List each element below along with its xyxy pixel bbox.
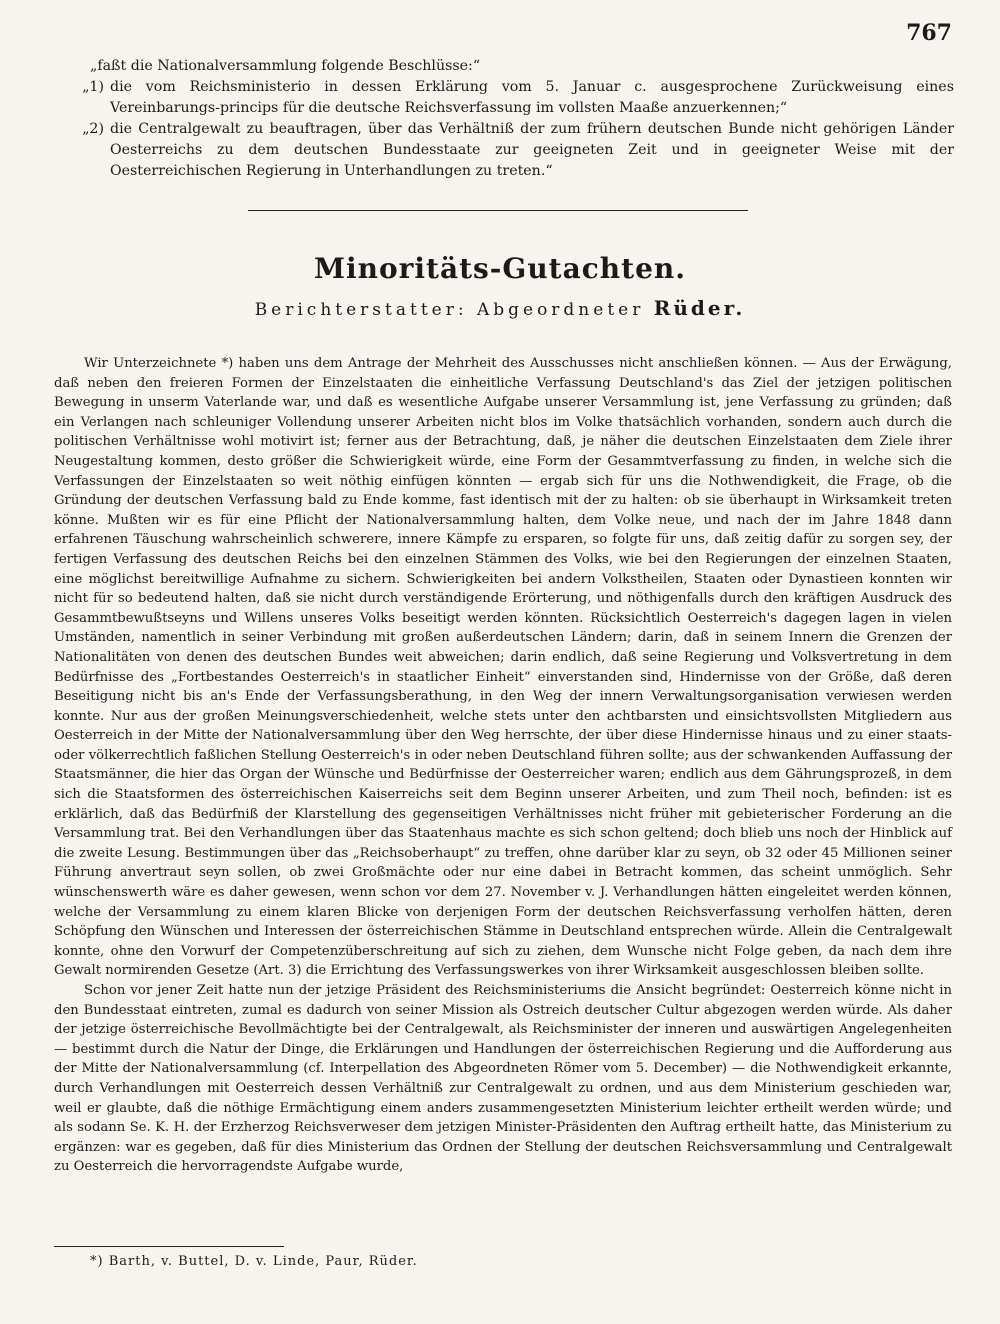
resolution-item-number: „2) xyxy=(82,121,104,137)
footnote: *) Barth, v. Buttel, D. v. Linde, Paur, Rüder. xyxy=(90,1254,418,1269)
reporter-line xyxy=(0,296,1000,320)
reporter-name: Rüder. xyxy=(653,296,746,320)
body-paragraph: Wir Unterzeichnete *) haben uns dem Antrage der Mehrheit des Ausschusses nicht anschließen können. — Aus der Erwägung, daß neben den freieren Formen der Einzelstaaten die einheitliche Verfassung Deutschland's das Ziel der jetzigen politischen Bewegung in unserm Vaterlande war, und daß es wesentliche Aufgabe unserer Versammlung ist, jene Verfassung zu gründen; daß ein Verlangen nach schleuniger Vollendung unserer Arbeiten nicht blos im Volke thatsächlich vorhanden, sondern auch durch die politischen Verhältnisse wohl motivirt ist; ferner aus der Betrachtung, daß, je näher die deutschen Einzelstaaten dem Ziele ihrer Neugestaltung kommen, desto größer die Schwierigkeit würde, eine Form der Gesammtverfassung zu finden, in welche sich die Verfassungen der Einzelstaaten so weit nöthig einfügen könnten — ergab sich für uns die Nothwendigkeit, die Frage, ob die Gründung der deutschen Verfassung bald zu Ende komme, fast identisch mit der zu halten: ob sie überhaupt in Wirksamkeit treten könne. Mußten wir es für eine Pflicht der Nationalversammlung halten, dem Volke neue, und nach der im Jahre 1848 dann erfahrenen Täuschung wahrscheinlich schwerere, innere Kämpfe zu ersparen, so folgte für uns, daß zeitig dafür zu sorgen sey, der fertigen Verfassung des deutschen Reichs bei den einzelnen Stämmen des Volks, wie bei den Regierungen der einzelnen Staaten, eine möglichst bereitwillige Aufnahme zu sichern. Schwierigkeiten bei andern Volkstheilen, Staaten oder Dynastieen konnten wir nicht für so bedeutend halten, daß sie nicht durch verständigende Erörterung, und nöthigenfalls durch den kräftigen Ausdruck des Gesammtbewußtseyns und Willens unseres Volks beseitigt werden könnten. Rücksichtlich Oesterreich's dagegen lagen in vielen Umständen, namentlich in seiner Verbindung mit großen außerdeutschen Ländern; darin, daß in seinem Innern die Grenzen der Nationalitäten von denen des deutschen Bundes weit abweichen; darin endlich, daß seine Regierung und Volksvertretung in dem Bedürfnisse des „Fortbestandes Oesterreich's in staatlicher Einheit“ einverstanden sind, Hindernisse von der Größe, daß deren Beseitigung nicht bis an's Ende der Verfassungsberathung, in den Weg der innern Verwaltungsorganisation verwiesen werden konnte. Nur aus der großen Meinungsverschiedenheit, welche stets unter den achtbarsten und einsichtsvollsten Mitgliedern aus Oesterreich in der Mitte der Nationalversammlung über den Weg herrschte, der über diese Hindernisse hinaus und zu einer staats- oder völkerrechtlich faßlichen Stellung Oesterreich's in oder neben Deutschland führen sollte; aus der schwankenden Auffassung der Staatsmänner, die hier das Organ der Wünsche und Bedürfnisse der Oesterreicher waren; endlich aus dem Gährungsprozeß, in dem sich die Staatsformen des österreichischen Kaiserreichs seit dem Beginn unserer Arbeiten, und zum Theil noch, befinden: ist es erklärlich, daß das Bedürfniß der Klarstellung des gegenseitigen Verhältnisses nicht früher mit gebieterischer Forderung an die Versammlung trat. Bei den Verhandlungen über das Staatenhaus machte es sich schon geltend; doch blieb uns noch der Hinblick auf die zweite Lesung. Bestimmungen über das „Reichsoberhaupt“ zu treffen, ohne darüber klar zu seyn, ob 32 oder 45 Millionen seiner Führung anvertraut seyn sollen, ob zwei Großmächte oder nur eine dabei in Betracht kommen, das scheint unmöglich. Sehr wünschenswerth wäre es daher gewesen, wenn schon vor dem 27. November v. J. Verhandlungen hätten eingeleitet werden können, welche der Versammlung zu einem klaren Blicke von derjenigen Form der deutschen Reichsverfassung verholfen hätten, deren Schöpfung den Wünschen und Interessen der österreichischen Stämme in Deutschland entsprechen würde. Allein die Centralgewalt konnte, ohne den Vorwurf der Competenzüberschreitung auf sich zu ziehen, dem Wunsche nicht Folge geben, da nach dem ihre Gewalt normirenden Gesetze (Art. 3) die Errichtung des Verfassungswerkes von ihrer Wirksamkeit ausgeschlossen bleiben sollte. xyxy=(54,356,952,979)
resolution-item-text: die vom Reichsministerio in dessen Erklärung vom 5. Januar c. ausgesprochene Zurückweisung eines Vereinbarungs-princips für die deutsche Reichsverfassung im vollsten Maaße anzuerkennen;“ xyxy=(110,79,954,116)
resolution-item-text: die Centralgewalt zu beauftragen, über das Verhältniß der zum frühern deutschen Bunde nicht gehörigen Länder Oesterreichs zu dem deutschen Bundesstaate zur geeigneten Zeit und in geeigneter Weise mit der Oesterreichischen Regierung in Unterhandlungen zu treten.“ xyxy=(110,121,954,179)
section-title: Minoritäts-Gutachten. xyxy=(313,252,687,285)
page-number: 767 xyxy=(906,20,952,46)
section-divider xyxy=(248,210,748,211)
resolution-intro: „faßt die Nationalversammlung folgende Beschlüsse:“ xyxy=(90,58,481,74)
footnote-rule xyxy=(54,1246,284,1247)
resolution-item-number: „1) xyxy=(82,79,104,95)
body-paragraph: Schon vor jener Zeit hatte nun der jetzige Präsident des Reichsministeriums die Ansicht begründet: Oesterreich könne nicht in den Bundesstaat eintreten, zumal es dadurch von seiner Mission als Ostreich deutscher Cultur abgezogen werden würde. Als daher der jetzige österreichische Bevollmächtigte bei der Centralgewalt, als Reichsminister der inneren und auswärtigen Angelegenheiten — bestimmt durch die Natur der Dinge, die Erklärungen und Handlungen der österreichischen Regierung und die Aufforderung aus der Mitte der Nationalversammlung (cf. Interpellation des Abgeordneten Römer vom 5. December) — die Nothwendigkeit erkannte, durch Verhandlungen mit Oesterreich dessen Verhältniß zur Centralgewalt zu ordnen, und aus dem Ministerium geschieden war, weil er glaubte, daß die nöthige Ermächtigung einem anders zusammengesetzten Ministerium leichter ertheilt werden würde; und als sodann Se. K. H. der Erzherzog Reichsverweser dem jetzigen Minister-Präsidenten den Auftrag ertheilt hatte, das Ministerium zu ergänzen: war es gegeben, daß für dies Ministerium das Ordnen der Stellung der deutschen Reichsversammlung und Centralgewalt zu Oesterreich die hervorragendste Aufgabe wurde, xyxy=(54,983,952,1175)
resolution-item xyxy=(64,119,954,182)
body-text xyxy=(54,354,952,1177)
reporter-label: Berichterstatter: Abgeordneter xyxy=(254,300,645,320)
resolution-item xyxy=(64,77,954,119)
resolution-block xyxy=(64,56,954,182)
